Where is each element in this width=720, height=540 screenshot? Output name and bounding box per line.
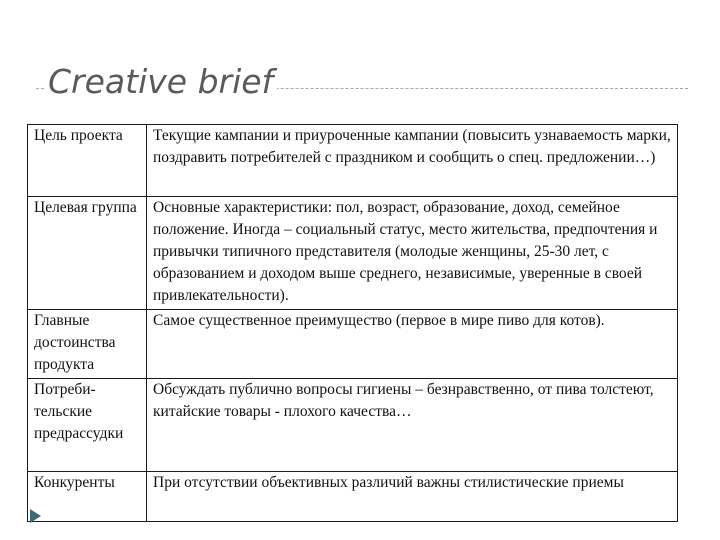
row-content: Текущие кампании и приуроченные кампании (повысить узнаваемость марки, поздравить потребителей с праздником и сообщить о спец. предложении…) bbox=[147, 125, 678, 197]
row-label: Главные достоинства продукта bbox=[28, 310, 147, 379]
row-content: При отсутствии объективных различий важны стилистические приемы bbox=[147, 472, 678, 522]
row-content: Основные характеристики: пол, возраст, образование, доход, семейное положение. Иногда – социальный статус, место жительства, предпочтения и привычки типичного представителя (молодые женщины, 25-30 лет, с образованием и доходом выше среднего, независимые, уверенные в своей привлекательности). bbox=[147, 197, 678, 310]
play-triangle-icon bbox=[30, 509, 41, 523]
table-row bbox=[28, 379, 678, 472]
row-label: Целевая группа bbox=[28, 197, 147, 310]
row-content: Обсуждать публично вопросы гигиены – безнравственно, от пива толстеют, китайские товары - плохого качества… bbox=[147, 379, 678, 472]
slide-title: Creative brief bbox=[46, 62, 277, 102]
table-row bbox=[28, 125, 678, 197]
brief-table bbox=[27, 124, 678, 522]
row-label: Цель проекта bbox=[28, 125, 147, 197]
table-row bbox=[28, 197, 678, 310]
row-content: Самое существенное преимущество (первое в мире пиво для котов). bbox=[147, 310, 678, 379]
row-label: Конкуренты bbox=[28, 472, 147, 522]
table-row bbox=[28, 310, 678, 379]
table-row bbox=[28, 472, 678, 522]
row-label: Потребительские предрассудки bbox=[28, 379, 147, 472]
